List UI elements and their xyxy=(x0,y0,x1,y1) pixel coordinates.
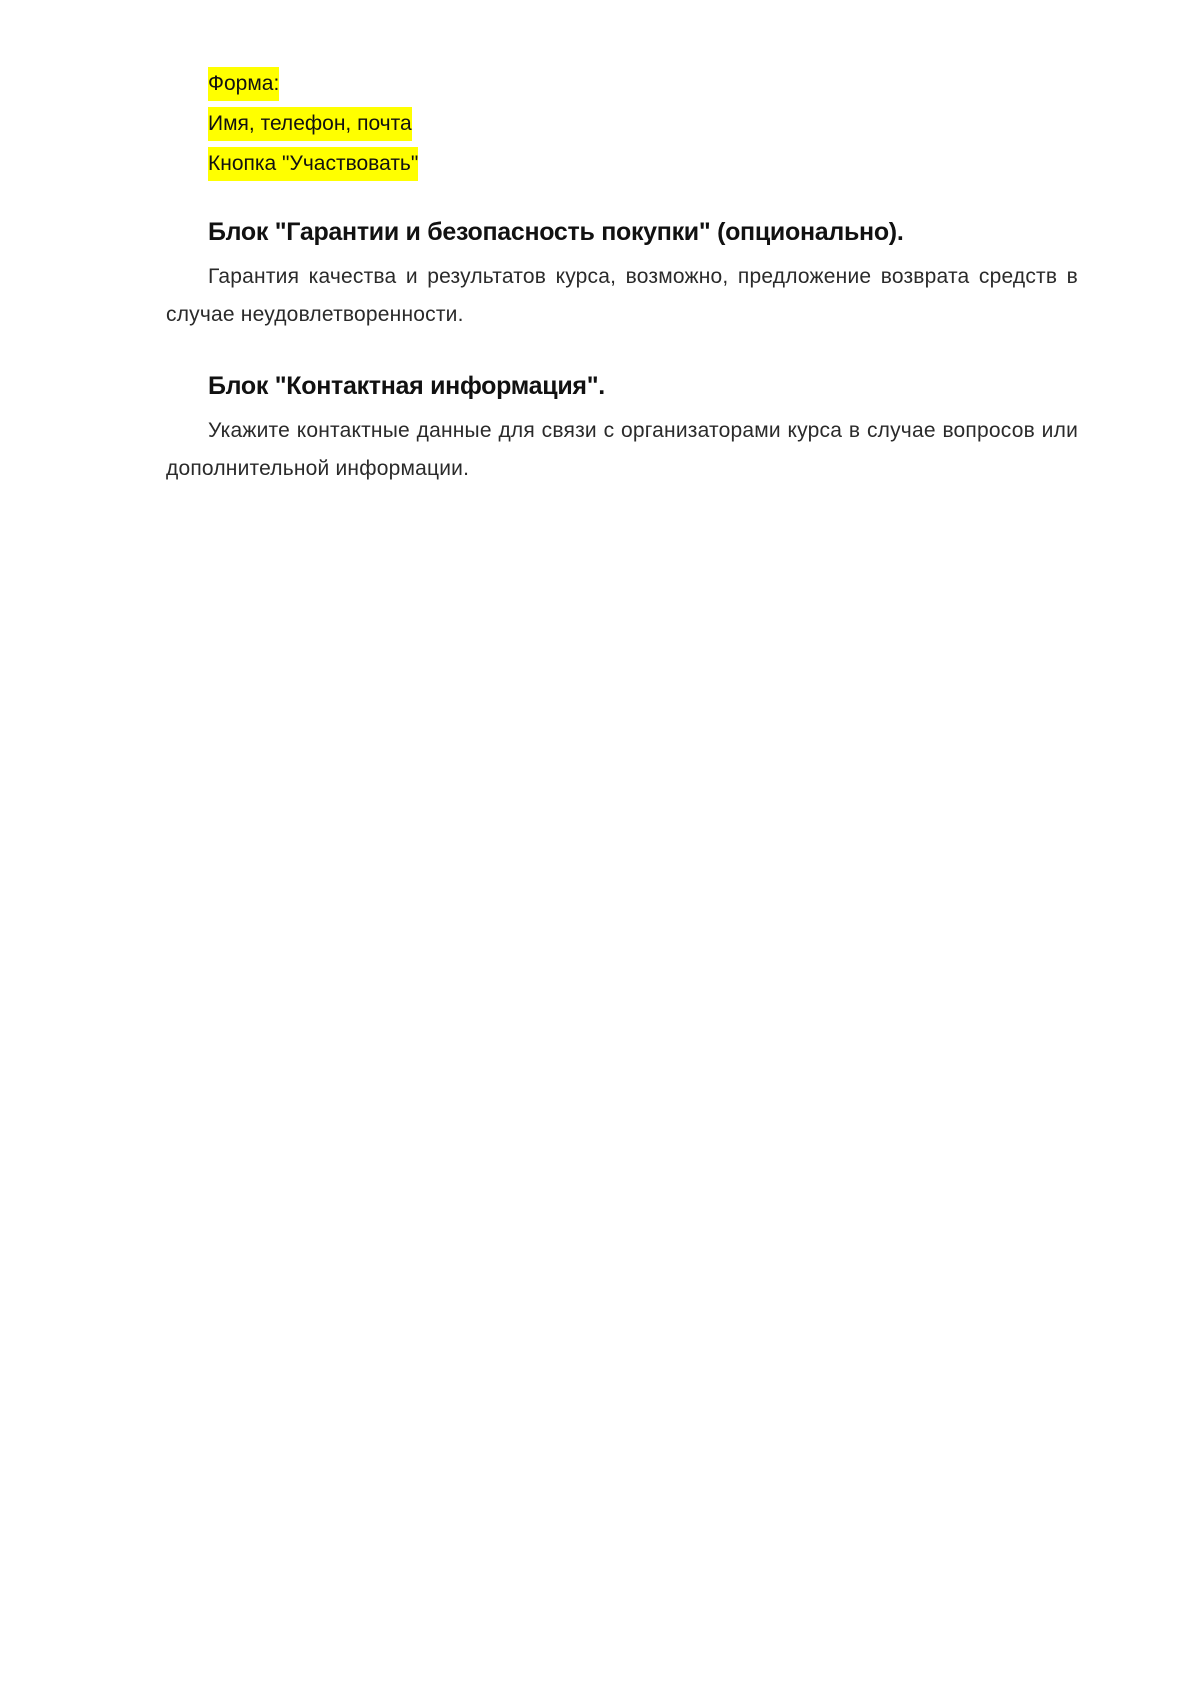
section-heading-guarantees: Блок "Гарантии и безопасность покупки" (опционально). xyxy=(208,218,904,246)
form-button-note: Кнопка "Участвовать" xyxy=(208,147,418,181)
form-note-line xyxy=(208,104,1078,144)
form-label: Форма: xyxy=(208,67,279,101)
form-note-line xyxy=(208,144,1078,184)
section-body-contacts: Укажите контактные данные для связи с организаторами курса в случае вопросов или дополнительной информации. xyxy=(166,419,1078,480)
form-fields-list: Имя, телефон, почта xyxy=(208,107,412,141)
document-content xyxy=(166,64,1078,488)
form-note-line xyxy=(208,64,1078,104)
section-heading-contacts: Блок "Контактная информация". xyxy=(208,372,605,400)
form-note-highlighted xyxy=(166,64,1078,184)
section-body-guarantees: Гарантия качества и результатов курса, возможно, предложение возврата средств в случае неудовлетворенности. xyxy=(166,265,1078,326)
